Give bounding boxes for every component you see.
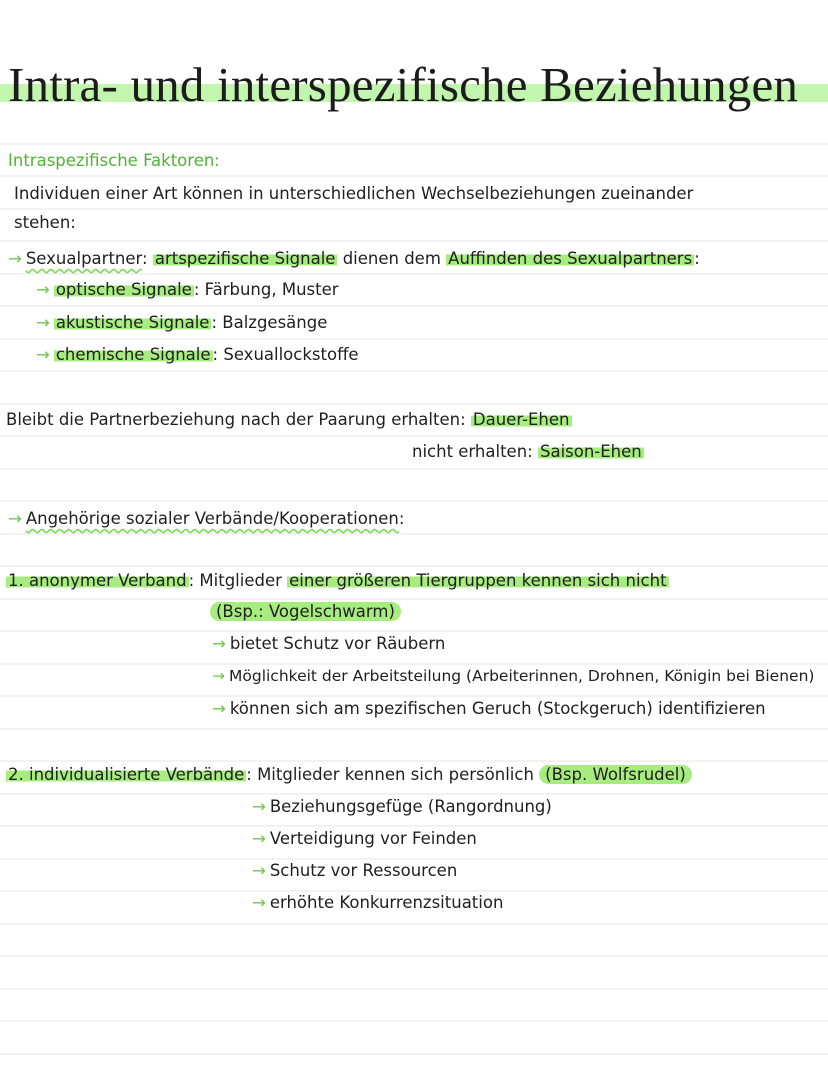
colon: : xyxy=(398,509,405,528)
highlight-anonymous: einer größeren Tiergruppen kennen sich nicht xyxy=(289,571,667,590)
arrow-icon: → xyxy=(8,509,22,528)
anonymous-point-2 xyxy=(212,665,814,687)
anonymous-point-1 xyxy=(212,633,445,655)
signal-desc: Balzgesänge xyxy=(222,313,328,332)
example-badge: (Bsp. Wolfsrudel) xyxy=(539,765,692,784)
page-title: Intra- und interspezifische Beziehungen xyxy=(8,57,799,112)
arrow-icon: → xyxy=(36,345,50,364)
signal-name: akustische Signale xyxy=(55,313,210,332)
individual-point-3 xyxy=(252,860,457,882)
point-text: bietet Schutz vor Räubern xyxy=(229,634,446,653)
section-heading-intraspecific: Intraspezifische Faktoren: xyxy=(8,151,220,170)
example-badge: (Bsp.: Vogelschwarm) xyxy=(210,602,401,621)
signal-item-optical xyxy=(36,279,339,301)
separator: : xyxy=(193,280,200,299)
anonymous-label: 1. anonymer Verband xyxy=(8,571,187,590)
separator: : xyxy=(246,765,252,784)
anonymous-point-3 xyxy=(212,698,766,720)
social-heading xyxy=(8,508,404,530)
text-mid: dienen dem xyxy=(342,249,441,268)
arrow-icon: → xyxy=(36,280,50,299)
signal-name: optische Signale xyxy=(55,280,192,299)
arrow-icon: → xyxy=(252,861,266,880)
social-heading-text: Angehörige sozialer Verbände/Kooperationen xyxy=(25,509,399,528)
highlight-finding: Auffinden des Sexualpartners xyxy=(448,249,693,268)
colon: : xyxy=(694,249,700,268)
signal-item-acoustic xyxy=(36,312,327,334)
sexualpartner-term: Sexualpartner xyxy=(25,249,143,268)
separator: : xyxy=(188,571,195,590)
partnership-line-1 xyxy=(6,409,572,431)
individual-label: 2. individualisierte Verbände xyxy=(8,765,245,784)
arrow-icon: → xyxy=(212,667,225,685)
intro-line-2: stehen: xyxy=(14,213,76,232)
point-text: Schutz vor Ressourcen xyxy=(269,861,458,880)
anonymous-line xyxy=(6,570,669,592)
individual-point-1 xyxy=(252,796,552,818)
anonymous-example xyxy=(210,601,401,623)
arrow-icon: → xyxy=(8,249,22,268)
point-text: Möglichkeit der Arbeitsteilung (Arbeiterinnen, Drohnen, Königin bei Bienen) xyxy=(229,667,815,685)
individual-text: Mitglieder kennen sich persönlich xyxy=(257,765,534,784)
separator: : xyxy=(211,313,218,332)
signal-item-chemical xyxy=(36,344,359,366)
point-text: Beziehungsgefüge (Rangordnung) xyxy=(269,797,552,816)
highlight-signals: artspezifische Signale xyxy=(154,249,336,268)
sexualpartner-line xyxy=(8,248,700,270)
highlight-dauer-ehen: Dauer-Ehen xyxy=(472,410,570,429)
point-text: Verteidigung vor Feinden xyxy=(269,829,477,848)
signal-desc: Färbung, Muster xyxy=(204,280,339,299)
highlight-saison-ehen: Saison-Ehen xyxy=(539,442,642,461)
signal-name: chemische Signale xyxy=(55,345,211,364)
arrow-icon: → xyxy=(252,797,266,816)
individual-point-4 xyxy=(252,892,503,914)
individual-point-2 xyxy=(252,828,477,850)
separator: : xyxy=(212,345,219,364)
individual-line xyxy=(6,764,692,786)
arrow-icon: → xyxy=(252,893,266,912)
arrow-icon: → xyxy=(36,313,50,332)
partnership-text: nicht erhalten: xyxy=(412,442,533,461)
partnership-line-2 xyxy=(412,441,644,463)
point-text: erhöhte Konkurrenzsituation xyxy=(269,893,504,912)
arrow-icon: → xyxy=(252,829,266,848)
point-text: können sich am spezifischen Geruch (Stockgeruch) identifizieren xyxy=(229,699,766,718)
signal-desc: Sexuallockstoffe xyxy=(223,345,359,364)
intro-line-1: Individuen einer Art können in unterschiedlichen Wechselbeziehungen zueinander xyxy=(14,184,694,203)
partnership-text: Bleibt die Partnerbeziehung nach der Paarung erhalten: xyxy=(6,410,466,429)
colon: : xyxy=(142,249,148,268)
arrow-icon: → xyxy=(212,634,226,653)
arrow-icon: → xyxy=(212,699,226,718)
anonymous-text: Mitglieder xyxy=(199,571,282,590)
